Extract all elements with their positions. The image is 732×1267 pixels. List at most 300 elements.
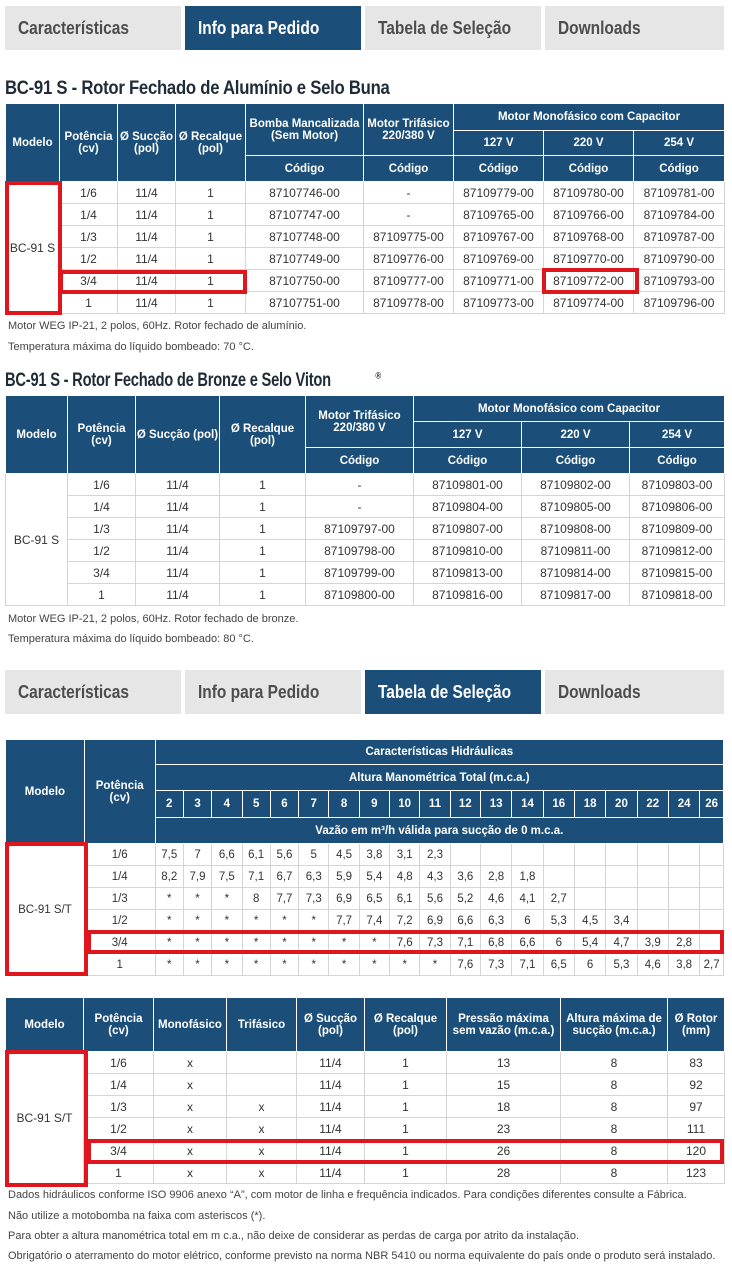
table-cell: 87109781-00 — [634, 182, 725, 204]
header-altura-value: 18 — [574, 791, 605, 818]
table-cell: 11/4 — [297, 1074, 365, 1096]
table-cell: * — [155, 910, 183, 932]
table-cell: 87107748-00 — [246, 226, 364, 248]
table-cell: 1 — [220, 474, 306, 496]
table-row — [6, 248, 725, 270]
table-cell: 4,6 — [480, 888, 511, 910]
table-cell: * — [299, 910, 329, 932]
table-cell: 6,6 — [450, 910, 480, 932]
highlight-model-cell — [5, 181, 62, 315]
table-cell: 8 — [561, 1118, 668, 1140]
header-codigo: Código — [522, 448, 630, 474]
table-cell: 7,4 — [359, 910, 389, 932]
header-altura-value: 7 — [299, 791, 329, 818]
table-cell: * — [155, 932, 183, 954]
table-cell: 5,2 — [450, 888, 480, 910]
table-cell: 83 — [668, 1052, 725, 1074]
header-altura-value: 9 — [359, 791, 389, 818]
table-cell: 87109798-00 — [306, 540, 414, 562]
tab-bar-middle — [5, 670, 724, 714]
table-cell — [606, 888, 637, 910]
table-cell: 11/4 — [297, 1162, 365, 1184]
table-cell — [543, 866, 574, 888]
header-altura-value: 6 — [270, 791, 298, 818]
table-cell: * — [359, 954, 389, 976]
highlight-row-3-4 — [87, 1139, 724, 1164]
table-cell — [227, 1052, 297, 1074]
header-caracteristicas-hidraulicas: Características Hidráulicas — [155, 740, 723, 765]
table-cell: 6,9 — [329, 888, 359, 910]
table-cell: * — [183, 954, 211, 976]
table-cell — [668, 866, 699, 888]
table-row — [6, 1162, 725, 1184]
table-cell: 87109814-00 — [522, 562, 630, 584]
table-cell — [700, 844, 724, 866]
table-cell: 87109787-00 — [634, 226, 725, 248]
table-cell: - — [364, 182, 454, 204]
table-cell: * — [242, 910, 270, 932]
header-succao: Ø Sucção (pol) — [118, 104, 176, 182]
table-cell — [606, 866, 637, 888]
table-cell: 87109801-00 — [414, 474, 522, 496]
header-potencia: Potência (cv) — [84, 998, 154, 1052]
table-cell — [637, 888, 668, 910]
table-cell: 87109813-00 — [414, 562, 522, 584]
table-cell: 120 — [668, 1140, 725, 1162]
table-cell: 87109793-00 — [634, 270, 725, 292]
header-trifasico: Motor Trifásico 220/380 V — [306, 396, 414, 448]
table-cell: 1/6 — [84, 844, 155, 866]
header-altura-value: 3 — [183, 791, 211, 818]
table-cell: * — [299, 932, 329, 954]
header-altura-value: 26 — [700, 791, 724, 818]
table-row — [6, 474, 725, 496]
table-cell: 7,3 — [420, 932, 450, 954]
table-cell: * — [299, 954, 329, 976]
table-cell: 11/4 — [297, 1096, 365, 1118]
table-row — [6, 1096, 725, 1118]
table-cell: 87109777-00 — [364, 270, 454, 292]
table-cell — [668, 844, 699, 866]
header-altura-value: 8 — [329, 791, 359, 818]
header-254v: 254 V — [634, 131, 725, 156]
table-cell: 1 — [365, 1052, 447, 1074]
table-cell: 11/4 — [297, 1118, 365, 1140]
table-cell: 4,6 — [637, 954, 668, 976]
table-cell: 87109803-00 — [630, 474, 725, 496]
table-cell: 1 — [220, 496, 306, 518]
table-cell: 5 — [299, 844, 329, 866]
table-row — [6, 292, 725, 314]
table-cell: 87109769-00 — [454, 248, 544, 270]
section-title-aluminio: BC-91 S - Rotor Fechado de Alumínio e Selo Buna — [5, 78, 390, 99]
table-row — [6, 226, 725, 248]
tab-downloads[interactable]: Downloads — [545, 6, 724, 50]
header-codigo: Código — [364, 156, 454, 182]
table-cell: * — [270, 932, 298, 954]
table-cell: 1 — [176, 270, 246, 292]
note: Motor WEG IP-21, 2 polos, 60Hz. Rotor fechado de bronze. — [8, 613, 299, 625]
table-cell: 87107749-00 — [246, 248, 364, 270]
table-cell: * — [183, 932, 211, 954]
table-row — [6, 562, 725, 584]
table-cell: 87109776-00 — [364, 248, 454, 270]
table-cell: x — [154, 1074, 227, 1096]
note: Motor WEG IP-21, 2 polos, 60Hz. Rotor fechado de alumínio. — [8, 320, 307, 332]
header-rotor: Ø Rotor (mm) — [668, 998, 725, 1052]
table-cell: 87107746-00 — [246, 182, 364, 204]
table-cell — [637, 866, 668, 888]
header-modelo: Modelo — [6, 740, 85, 844]
note: Para obter a altura manométrica total em m c.a., não deixe de considerar as perdas de carga por atrito da instalação. — [8, 1230, 580, 1242]
table-cell: - — [306, 474, 414, 496]
table-cell — [700, 888, 724, 910]
table-cell: 1/4 — [84, 866, 155, 888]
table-cell: 7,7 — [270, 888, 298, 910]
table-cell: 1 — [68, 584, 136, 606]
table-row — [6, 496, 725, 518]
table-cell — [668, 888, 699, 910]
table-cell: 7,1 — [242, 866, 270, 888]
table-cell: 87109804-00 — [414, 496, 522, 518]
table-cell: 97 — [668, 1096, 725, 1118]
table-cell: x — [227, 1096, 297, 1118]
table-cell: 1/6 — [68, 474, 136, 496]
table-cell: 1/3 — [84, 888, 155, 910]
table-cell — [574, 844, 605, 866]
header-codigo: Código — [634, 156, 725, 182]
table-row — [6, 584, 725, 606]
table-cell: 7,3 — [480, 954, 511, 976]
header-modelo: Modelo — [6, 998, 84, 1052]
table-cell: * — [212, 910, 242, 932]
tab-caracteristicas[interactable]: Características — [5, 6, 185, 50]
header-monofasico: Monofásico — [154, 998, 227, 1052]
table-cell: 87107750-00 — [246, 270, 364, 292]
table-cell — [606, 844, 637, 866]
table-cell: 87109812-00 — [630, 540, 725, 562]
table-cell: 2,3 — [420, 844, 450, 866]
table-cell: 1 — [60, 292, 118, 314]
table-row — [6, 204, 725, 226]
table-cell: 1 — [176, 204, 246, 226]
table-row — [6, 910, 724, 932]
table-cell: x — [154, 1118, 227, 1140]
table-cell — [637, 844, 668, 866]
table-row — [6, 1074, 725, 1096]
header-recalque: Ø Recalque (pol) — [220, 396, 306, 474]
table-cell: 18 — [447, 1096, 561, 1118]
table-cell: 4,5 — [574, 910, 605, 932]
table-cell: 87109815-00 — [630, 562, 725, 584]
table-cell: 28 — [447, 1162, 561, 1184]
table-cell: 8,2 — [155, 866, 183, 888]
header-254v: 254 V — [630, 422, 725, 448]
table-cell: 1 — [220, 540, 306, 562]
tab-info-para-pedido[interactable]: Info para Pedido — [185, 6, 365, 50]
table-cell: 1 — [84, 1162, 154, 1184]
table-cell: 1 — [365, 1096, 447, 1118]
model-cell: BC-91 S — [6, 182, 60, 314]
table-cell: 87109808-00 — [522, 518, 630, 540]
table-cell: 87109817-00 — [522, 584, 630, 606]
tab-downloads[interactable]: Downloads — [545, 670, 724, 714]
table-cell: 7,2 — [390, 910, 420, 932]
header-trifasico: Trifásico — [227, 998, 297, 1052]
header-altura-value: 4 — [212, 791, 242, 818]
table-cell: 5,4 — [359, 866, 389, 888]
model-cell: BC-91 S/T — [6, 1052, 84, 1184]
header-altura-succao: Altura máxima de sucção (m.c.a.) — [561, 998, 668, 1052]
table-cell: 5,3 — [543, 910, 574, 932]
table-cell: * — [155, 888, 183, 910]
table-cell: 2,8 — [668, 932, 699, 954]
highlight-model-cell — [5, 842, 88, 976]
header-220v: 220 V — [544, 131, 634, 156]
header-codigo: Código — [544, 156, 634, 182]
table-cell: 3,8 — [668, 954, 699, 976]
table-cell: 6,3 — [299, 866, 329, 888]
table-cell: 2,7 — [700, 954, 724, 976]
table-cell: 11/4 — [136, 518, 220, 540]
tab-caracteristicas[interactable]: Características — [5, 670, 185, 714]
table-cell: 3,4 — [606, 910, 637, 932]
table-cell: 23 — [447, 1118, 561, 1140]
table-cell: 87109800-00 — [306, 584, 414, 606]
table-cell: 87109796-00 — [634, 292, 725, 314]
table-cell: 87109818-00 — [630, 584, 725, 606]
table-cell: 11/4 — [297, 1140, 365, 1162]
table-cell: x — [227, 1140, 297, 1162]
table-cell — [574, 866, 605, 888]
table-cell: 87109799-00 — [306, 562, 414, 584]
header-modelo: Modelo — [6, 396, 68, 474]
table-cell: 1 — [220, 584, 306, 606]
table-cell — [668, 910, 699, 932]
table-cell: 3,9 — [637, 932, 668, 954]
table-cell: 5,3 — [606, 954, 637, 976]
table-cell: 87109809-00 — [630, 518, 725, 540]
table-cell: 6,6 — [212, 844, 242, 866]
table-cell: 87109767-00 — [454, 226, 544, 248]
table-cell: 1/4 — [68, 496, 136, 518]
table-cell: 11/4 — [136, 562, 220, 584]
table-cell: 3/4 — [84, 932, 155, 954]
table-cell: 6 — [574, 954, 605, 976]
note: Temperatura máxima do líquido bombeado: 80 °C. — [8, 633, 254, 645]
table-cell: 11/4 — [136, 474, 220, 496]
header-succao: Ø Sucção (pol) — [297, 998, 365, 1052]
table-cell: 8 — [561, 1052, 668, 1074]
table-cell: 7,6 — [390, 932, 420, 954]
header-altura-value: 22 — [637, 791, 668, 818]
table-cell: 92 — [668, 1074, 725, 1096]
table-cell: 1,8 — [512, 866, 543, 888]
table-cell: 1 — [365, 1162, 447, 1184]
table-cell: 3/4 — [84, 1140, 154, 1162]
table-cell: 5,6 — [420, 888, 450, 910]
table-cell: 7,1 — [512, 954, 543, 976]
table-cell: 87109805-00 — [522, 496, 630, 518]
table-cell: x — [154, 1140, 227, 1162]
table-cell — [543, 844, 574, 866]
table-cell: 1 — [365, 1140, 447, 1162]
table-cell: 11/4 — [118, 292, 176, 314]
table-cell: 1/3 — [68, 518, 136, 540]
header-recalque: Ø Recalque (pol) — [365, 998, 447, 1052]
table-cell: 87109778-00 — [364, 292, 454, 314]
table-cell — [700, 866, 724, 888]
table-cell: 7,6 — [450, 954, 480, 976]
table-cell: 6,8 — [480, 932, 511, 954]
table-row — [6, 518, 725, 540]
tab-tabela-de-selecao[interactable]: Tabela de Seleção — [365, 6, 545, 50]
table-cell: 1/2 — [84, 910, 155, 932]
table-cell: * — [212, 954, 242, 976]
table-cell: 1/6 — [60, 182, 118, 204]
table-cell: 123 — [668, 1162, 725, 1184]
header-altura-value: 10 — [390, 791, 420, 818]
table-cell: 87109790-00 — [634, 248, 725, 270]
table-row — [6, 954, 724, 976]
table-cell: - — [364, 204, 454, 226]
table-cell: 8 — [242, 888, 270, 910]
table-cell: 87107751-00 — [246, 292, 364, 314]
table-cell: 4,1 — [512, 888, 543, 910]
table-cell: 6,7 — [270, 866, 298, 888]
header-recalque: Ø Recalque (pol) — [176, 104, 246, 182]
table-cell — [480, 844, 511, 866]
table-cell: 1/2 — [60, 248, 118, 270]
table-cell: 1 — [176, 182, 246, 204]
note: Temperatura máxima do líquido bombeado: 70 °C. — [8, 341, 254, 353]
header-codigo: Código — [306, 448, 414, 474]
table-cell: 4,7 — [606, 932, 637, 954]
table-cell: * — [329, 932, 359, 954]
table-row — [6, 1118, 725, 1140]
header-altura-value: 12 — [450, 791, 480, 818]
header-127v: 127 V — [454, 131, 544, 156]
table-cell: x — [154, 1162, 227, 1184]
table-bronze — [5, 395, 725, 606]
table-cell: 7,7 — [329, 910, 359, 932]
table-cell: 87109797-00 — [306, 518, 414, 540]
table-cell: 87109780-00 — [544, 182, 634, 204]
note: Não utilize a motobomba na faixa com asteriscos (*). — [8, 1210, 266, 1222]
table-cell: 87109774-00 — [544, 292, 634, 314]
table-cell: 87109773-00 — [454, 292, 544, 314]
header-mancalizada: Bomba Mancalizada (Sem Motor) — [246, 104, 364, 156]
table-cell: * — [183, 888, 211, 910]
header-altura-value: 11 — [420, 791, 450, 818]
table-cell — [450, 844, 480, 866]
header-potencia: Potência (cv) — [68, 396, 136, 474]
table-cell: * — [359, 932, 389, 954]
header-modelo: Modelo — [6, 104, 60, 182]
header-pressao-maxima: Pressão máxima sem vazão (m.c.a.) — [447, 998, 561, 1052]
header-potencia: Potência (cv) — [60, 104, 118, 182]
header-monofasico: Motor Monofásico com Capacitor — [454, 104, 725, 131]
header-monofasico: Motor Monofásico com Capacitor — [414, 396, 725, 422]
table-cell: 11/4 — [118, 204, 176, 226]
header-altura-value: 16 — [543, 791, 574, 818]
table-cell: 1 — [176, 292, 246, 314]
tab-info-para-pedido[interactable]: Info para Pedido — [185, 670, 365, 714]
table-cell: 3/4 — [60, 270, 118, 292]
highlight-row-3-4 — [59, 270, 247, 294]
header-altura-manometrica: Altura Manométrica Total (m.c.a.) — [155, 765, 723, 791]
tab-bar-top — [5, 6, 724, 50]
table-cell: 6,5 — [359, 888, 389, 910]
table-cell: 1 — [220, 518, 306, 540]
table-cell: 87109765-00 — [454, 204, 544, 226]
table-cell: 1/2 — [68, 540, 136, 562]
model-cell: BC-91 S/T — [6, 844, 85, 976]
table-row — [6, 1052, 725, 1074]
table-cell: 15 — [447, 1074, 561, 1096]
header-altura-value: 20 — [606, 791, 637, 818]
header-altura-value: 5 — [242, 791, 270, 818]
table-cell: 7,5 — [155, 844, 183, 866]
table-cell: 87109802-00 — [522, 474, 630, 496]
table-cell: 87109766-00 — [544, 204, 634, 226]
table-cell: 1/4 — [84, 1074, 154, 1096]
table-cell: 7,3 — [299, 888, 329, 910]
header-potencia: Potência (cv) — [84, 740, 155, 844]
table-cell: x — [227, 1118, 297, 1140]
header-altura-value: 14 — [512, 791, 543, 818]
table-cell — [700, 910, 724, 932]
tab-tabela-de-selecao[interactable]: Tabela de Seleção — [365, 670, 545, 714]
table-cell: - — [306, 496, 414, 518]
table-cell: 3,6 — [450, 866, 480, 888]
table-cell: 8 — [561, 1162, 668, 1184]
table-cell: 3/4 — [68, 562, 136, 584]
table-cell: 11/4 — [118, 226, 176, 248]
table-cell: * — [242, 954, 270, 976]
table-cell: x — [154, 1052, 227, 1074]
table-row — [6, 540, 725, 562]
header-codigo: Código — [246, 156, 364, 182]
table-cell: 111 — [668, 1118, 725, 1140]
table-cell: 11/4 — [136, 584, 220, 606]
table-cell: * — [212, 888, 242, 910]
table-cell: 1 — [176, 248, 246, 270]
table-cell: 6,3 — [480, 910, 511, 932]
table-cell: 87109772-00 — [544, 270, 634, 292]
table-cell: 87109775-00 — [364, 226, 454, 248]
table-cell: 11/4 — [297, 1052, 365, 1074]
model-cell: BC-91 S — [6, 474, 68, 606]
header-succao: Ø Sucção (pol) — [136, 396, 220, 474]
table-cell: 11/4 — [118, 182, 176, 204]
table-cell: 7,1 — [450, 932, 480, 954]
header-trifasico: Motor Trifásico 220/380 V — [364, 104, 454, 156]
table-cell: 4,5 — [329, 844, 359, 866]
table-cell: 87109771-00 — [454, 270, 544, 292]
note: Obrigatório o aterramento do motor elétrico, conforme previsto na norma NBR 5410 ou norma equivalente do país onde o produto será instalado. — [8, 1250, 716, 1262]
table-cell: * — [390, 954, 420, 976]
table-cell: 87109784-00 — [634, 204, 725, 226]
table-cell: 3,8 — [359, 844, 389, 866]
table-cell: * — [270, 954, 298, 976]
table-cell: 87109768-00 — [544, 226, 634, 248]
table-cell: 4,8 — [390, 866, 420, 888]
table-cell: * — [212, 932, 242, 954]
table-cell: 1 — [365, 1074, 447, 1096]
table-cell: 11/4 — [136, 540, 220, 562]
table-cell: 7 — [183, 844, 211, 866]
